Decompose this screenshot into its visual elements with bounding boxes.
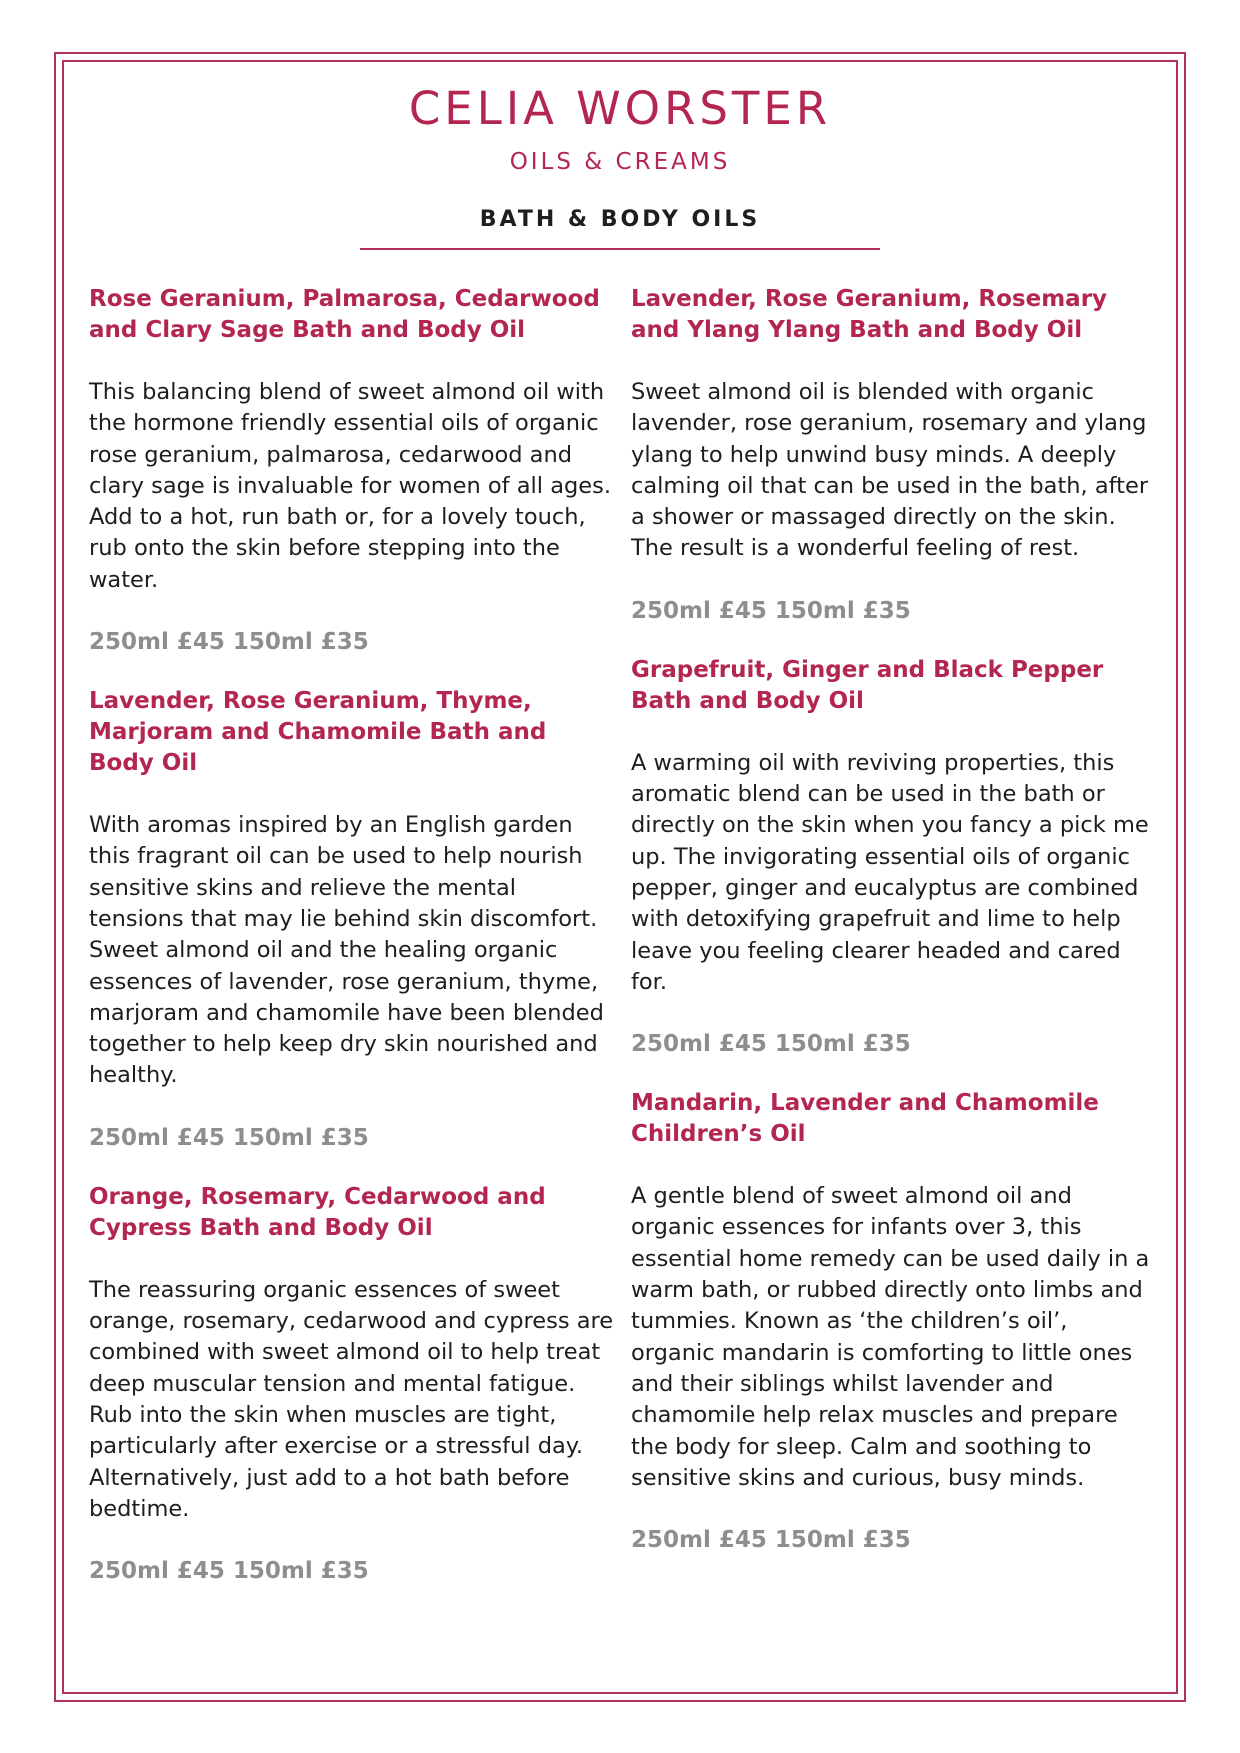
- product-description: A warming oil with reviving properties, this aromatic blend can be used in the bath or directly on the skin when you fancy a pick me up. The invigorating essential oils of organic pepper, ginger and eucalyptus are combined with detoxifying grapefruit and lime to help leave you feeling clearer headed and cared for.: [631, 749, 1149, 995]
- product-description: Sweet almond oil is blended with organic lavender, rose geranium, rosemary and ylang ylang to help unwind busy minds. A deeply calming oil that can be used in the bath, after a shower or massaged directly on the skin. The result is a wonderful feeling of rest.: [631, 379, 1149, 562]
- brand-subtitle: OILS & CREAMS: [509, 149, 731, 175]
- product-description: This balancing blend of sweet almond oil with the hormone friendly essential oils of organic rose geranium, palmarosa, cedarwood and clary sage is invaluable for women of all ages. Add to a hot, run bath or, for a lovely touch, rub onto the skin before stepping into the water.: [89, 379, 611, 593]
- product-description: With aromas inspired by an English garden this fragrant oil can be used to help nourish sensitive skins and relieve the mental tensions that may lie behind skin discomfort. Sweet almond oil and the healing organic essences of lavender, rose geranium, thyme, marjoram and chamomile have been blended together to help keep dry skin nourished and healthy.: [89, 812, 604, 1089]
- page-header: [0, 84, 1240, 234]
- product-price: 250ml £45 150ml £35: [631, 597, 911, 624]
- product-price: 250ml £45 150ml £35: [631, 1527, 911, 1554]
- left-column: [89, 284, 614, 1615]
- product-title: Rose Geranium, Palmarosa, Cedarwood and Clary Sage Bath and Body Oil: [89, 286, 600, 343]
- product-title: Lavender, Rose Geranium, Thyme, Marjoram and Chamomile Bath and Body Oil: [89, 688, 547, 777]
- product-title: Mandarin, Lavender and Chamomile Children’s Oil: [631, 1090, 1099, 1148]
- brand-name: CELIA WORSTER: [408, 82, 832, 135]
- title-divider: [360, 248, 880, 250]
- product-card: [89, 284, 614, 658]
- product-price: 250ml £45 150ml £35: [631, 1031, 911, 1058]
- product-card: [89, 686, 614, 1154]
- product-card: [89, 1182, 614, 1587]
- product-card: [631, 655, 1156, 1060]
- product-description: A gentle blend of sweet almond oil and organic essences for infants over 3, this essential home remedy can be used daily in a warm bath, or rubbed directly onto limbs and tummies. Known as ‘the children’s oil’, organic mandarin is comforting to little ones and their siblings whilst lavender and chamomile help relax muscles and prepare the body for sleep. Calm and soothing to sensitive skins and curious, busy minds.: [631, 1183, 1150, 1491]
- product-price: 250ml £45 150ml £35: [89, 629, 369, 656]
- product-title: Lavender, Rose Geranium, Rosemary and Ylang Ylang Bath and Body Oil: [631, 286, 1108, 343]
- right-column: [631, 284, 1156, 1584]
- product-title: Orange, Rosemary, Cedarwood and Cypress Bath and Body Oil: [89, 1183, 546, 1241]
- product-description: The reassuring organic essences of sweet orange, rosemary, cedarwood and cypress are combined with sweet almond oil to help treat deep muscular tension and mental fatigue. Rub into the skin when muscles are tight, particularly after exercise or a stressful day. Alternatively, just add to a hot bath before bedtime.: [89, 1276, 614, 1522]
- section-title: BATH & BODY OILS: [479, 207, 761, 232]
- product-card: [631, 1088, 1156, 1556]
- product-card: [631, 284, 1156, 627]
- product-price: 250ml £45 150ml £35: [89, 1558, 369, 1585]
- product-price: 250ml £45 150ml £35: [89, 1124, 369, 1151]
- product-title: Grapefruit, Ginger and Black Pepper Bath and Body Oil: [631, 656, 1104, 714]
